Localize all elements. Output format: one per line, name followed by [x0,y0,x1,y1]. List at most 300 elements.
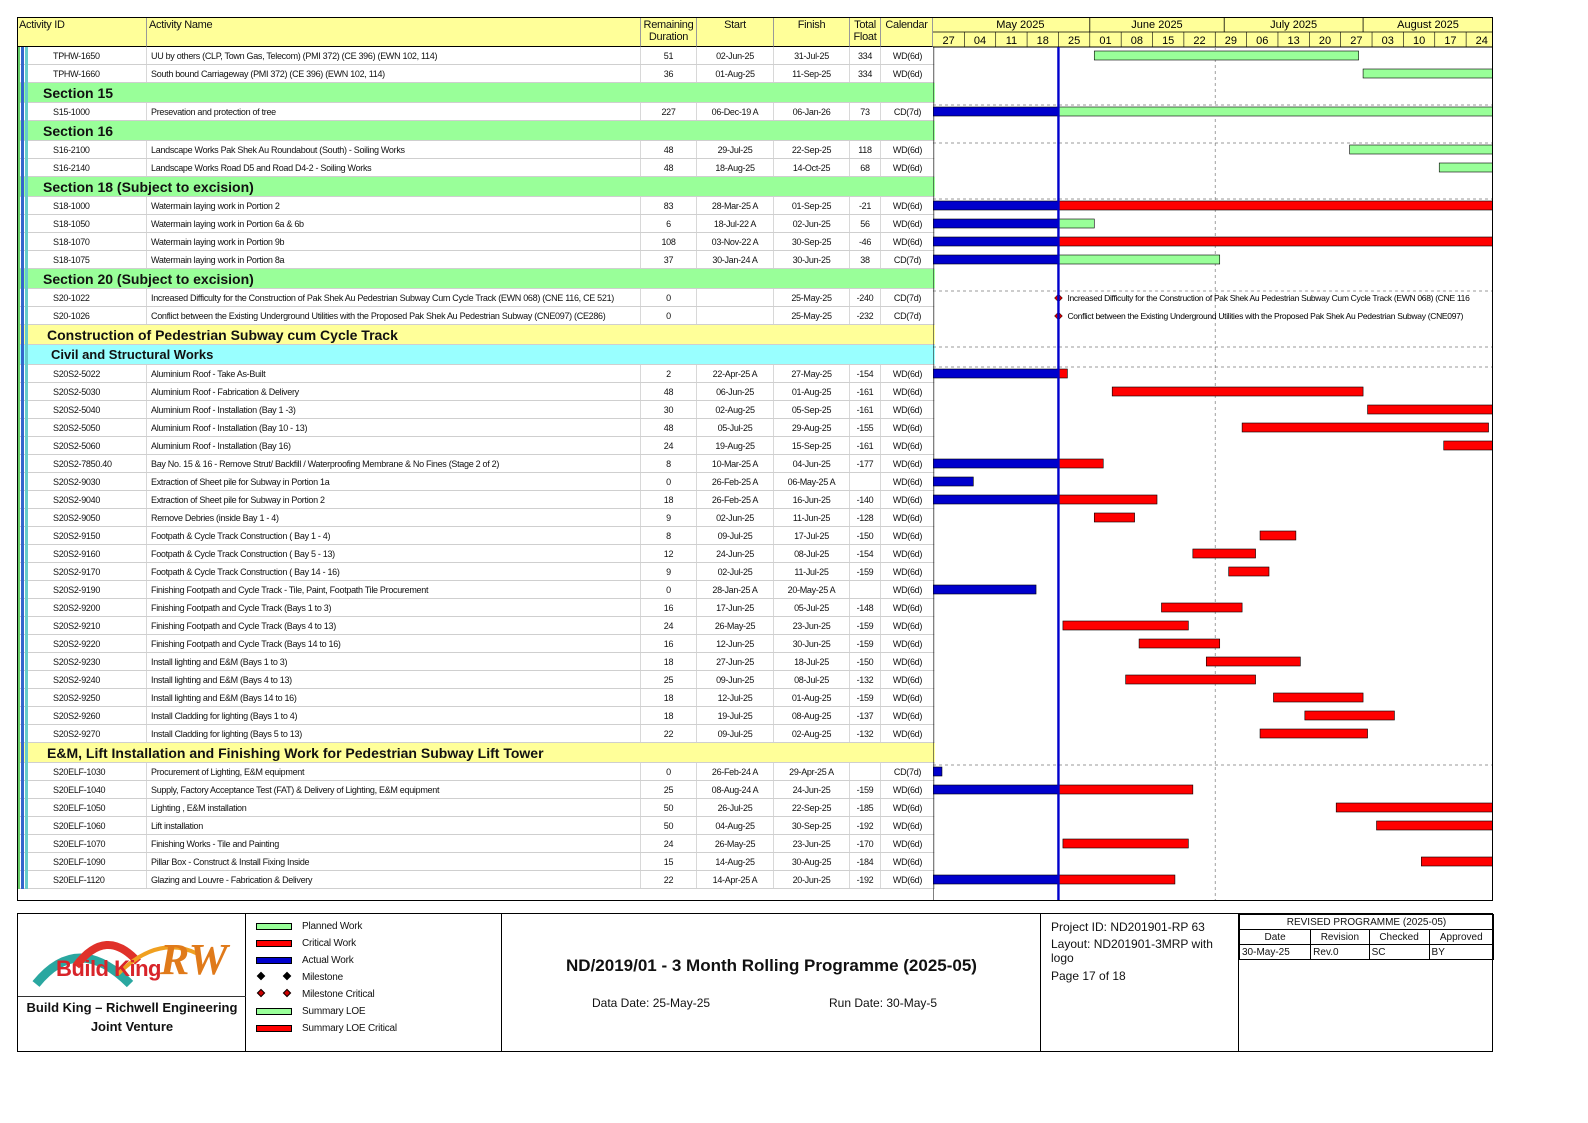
table-row[interactable] [17,853,935,871]
activity-name: Footpath & Cycle Track Construction ( Bay 14 - 16) [147,563,641,580]
col-header-activity-id[interactable]: Activity ID [17,17,147,47]
table-row[interactable] [17,141,935,159]
remaining-duration: 24 [641,835,697,852]
activity-name: Finishing Footpath and Cycle Track (Bays 1 to 3) [147,599,641,616]
finish-date: 29-Apr-25 A [774,763,850,780]
project-id: Project ID: ND201901-RP 63 [1051,920,1205,934]
week-label: 22 [1193,35,1206,47]
remaining-duration: 51 [641,47,697,64]
gantt-bar-actual [933,459,1058,468]
total-float: -192 [850,817,881,834]
calendar: WD(6d) [881,635,935,652]
total-float: 73 [850,103,881,120]
gantt-bar-actual [933,477,973,486]
week-label: 06 [1256,35,1269,47]
calendar: WD(6d) [881,671,935,688]
week-label: 17 [1444,35,1457,47]
total-float [850,473,881,490]
total-float: -128 [850,509,881,526]
activity-name: Glazing and Louvre - Fabrication & Delivery [147,871,641,888]
table-row[interactable] [17,47,935,65]
activity-id: S20S2-9190 [17,581,147,598]
finish-date: 11-Sep-25 [774,65,850,82]
gantt-bar-critical [1206,657,1300,666]
remaining-duration: 0 [641,307,697,324]
start-date: 17-Jun-25 [697,599,774,616]
revision-title: REVISED PROGRAMME (2025-05) [1240,915,1494,930]
legend-label: Milestone Critical [302,988,375,1000]
col-header-activity-name[interactable]: Activity Name [147,17,641,47]
revision-table [1239,914,1494,960]
table-row[interactable] [17,581,935,599]
calendar: WD(6d) [881,159,935,176]
table-row[interactable] [17,763,935,781]
activity-id: TPHW-1660 [17,65,147,82]
week-label: 11 [1005,35,1018,47]
table-row[interactable] [17,635,935,653]
start-date: 30-Jan-24 A [697,251,774,268]
finish-date: 17-Jul-25 [774,527,850,544]
calendar: WD(6d) [881,491,935,508]
activity-id: S20S2-9040 [17,491,147,508]
finish-date: 25-May-25 [774,289,850,306]
total-float: -170 [850,835,881,852]
gantt-bar-critical [1421,857,1493,866]
legend-label: Summary LOE [302,1005,366,1017]
calendar: WD(6d) [881,365,935,382]
gantt-bar-planned [1058,107,1493,116]
remaining-duration: 15 [641,853,697,870]
total-float: -132 [850,671,881,688]
activity-id: S20S2-9150 [17,527,147,544]
wbs-group-band [17,325,935,345]
finish-date: 11-Jun-25 [774,509,850,526]
table-row[interactable] [17,509,935,527]
gantt-bar-actual [933,875,1058,884]
logo-caption-line1: Build King – Richwell Engineering [26,1000,238,1015]
week-label: 20 [1318,35,1332,47]
table-row[interactable] [17,65,935,83]
total-float: -240 [850,289,881,306]
calendar: WD(6d) [881,653,935,670]
finish-date: 05-Sep-25 [774,401,850,418]
gantt-bar-critical [1377,821,1493,830]
week-label: 25 [1067,35,1081,47]
finish-date: 22-Sep-25 [774,799,850,816]
activity-id: S20ELF-1070 [17,835,147,852]
total-float [850,763,881,780]
remaining-duration: 48 [641,141,697,158]
remaining-duration: 18 [641,689,697,706]
wbs-group-band [17,743,935,763]
finish-date: 30-Sep-25 [774,233,850,250]
finish-date: 01-Aug-25 [774,383,850,400]
total-float: -185 [850,799,881,816]
activity-id: S20S2-5022 [17,365,147,382]
remaining-duration: 50 [641,799,697,816]
project-info [1041,914,1239,1051]
revision-header-cell: Date [1240,930,1311,945]
section-label: Civil and Structural Works [51,347,214,362]
remaining-duration: 18 [641,707,697,724]
total-float: -159 [850,563,881,580]
finish-date: 25-May-25 [774,307,850,324]
month-label: May 2025 [996,19,1045,31]
finish-date: 22-Sep-25 [774,141,850,158]
table-row[interactable] [17,871,935,889]
calendar: WD(6d) [881,455,935,472]
finish-date: 23-Jun-25 [774,835,850,852]
logo-brand-text: Build King [56,956,161,981]
month-label: August 2025 [1397,19,1459,31]
revision-header-cell: Checked [1369,930,1429,945]
total-float: -137 [850,707,881,724]
remaining-duration: 24 [641,617,697,634]
calendar: WD(6d) [881,871,935,888]
total-float: -159 [850,689,881,706]
remaining-duration: 0 [641,289,697,306]
activity-name: Footpath & Cycle Track Construction ( Bay 1 - 4) [147,527,641,544]
start-date: 26-Feb-25 A [697,491,774,508]
start-date: 14-Aug-25 [697,853,774,870]
activity-name: Install lighting and E&M (Bays 1 to 3) [147,653,641,670]
calendar: WD(6d) [881,419,935,436]
activity-id: S18-1075 [17,251,147,268]
activity-id: S20S2-9160 [17,545,147,562]
start-date: 18-Aug-25 [697,159,774,176]
remaining-duration: 6 [641,215,697,232]
finish-date: 23-Jun-25 [774,617,850,634]
activity-name: Watermain laying work in Portion 8a [147,251,641,268]
gantt-bar-critical [1161,603,1242,612]
activity-id: S20ELF-1050 [17,799,147,816]
start-date: 06-Dec-19 A [697,103,774,120]
start-date: 12-Jul-25 [697,689,774,706]
gantt-bar-critical [1242,423,1488,432]
start-date: 02-Jun-25 [697,47,774,64]
calendar: WD(6d) [881,509,935,526]
remaining-duration: 30 [641,401,697,418]
start-date: 10-Mar-25 A [697,455,774,472]
activity-name: Extraction of Sheet pile for Subway in Portion 1a [147,473,641,490]
table-row[interactable] [17,527,935,545]
calendar: WD(6d) [881,473,935,490]
legend-label: Summary LOE Critical [302,1022,397,1034]
finish-date: 20-Jun-25 [774,871,850,888]
calendar: WD(6d) [881,799,935,816]
finish-date: 06-Jan-26 [774,103,850,120]
total-float: 56 [850,215,881,232]
start-date: 02-Jun-25 [697,509,774,526]
activity-name: Aluminium Roof - Installation (Bay 10 - 13) [147,419,641,436]
remaining-duration: 0 [641,473,697,490]
table-row[interactable] [17,419,935,437]
start-date: 09-Jul-25 [697,725,774,742]
table-row[interactable] [17,781,935,799]
activity-name: Presevation and protection of tree [147,103,641,120]
activity-name: Aluminium Roof - Fabrication & Delivery [147,383,641,400]
remaining-duration: 37 [641,251,697,268]
activity-id: S15-1000 [17,103,147,120]
legend-item [256,919,362,933]
run-date: Run Date: 30-May-5 [829,996,938,1010]
activity-name: Pillar Box - Construct & Install Fixing Inside [147,853,641,870]
legend [246,914,502,1051]
activity-id: S18-1070 [17,233,147,250]
section-label: Construction of Pedestrian Subway cum Cycle Track [47,326,398,343]
total-float: -192 [850,871,881,888]
gantt-bar-critical [1058,201,1493,210]
total-float: -159 [850,635,881,652]
start-date: 22-Apr-25 A [697,365,774,382]
activity-id: S20S2-7850.40 [17,455,147,472]
finish-date: 08-Jul-25 [774,545,850,562]
gantt-bar-critical [1058,369,1067,378]
calendar: WD(6d) [881,563,935,580]
gantt-bar-actual [933,107,1058,116]
table-row[interactable] [17,233,935,251]
footer [17,913,1493,1052]
activity-id: S20S2-9230 [17,653,147,670]
activity-name: Supply, Factory Acceptance Test (FAT) & Delivery of Lighting, E&M equipment [147,781,641,798]
activity-name: Finishing Footpath and Cycle Track - Tile, Paint, Footpath Tile Procurement [147,581,641,598]
diamond-icon [257,972,265,980]
activity-id: S20S2-9200 [17,599,147,616]
activity-id: S20S2-5030 [17,383,147,400]
wbs-group-band [17,345,935,365]
start-date: 09-Jul-25 [697,527,774,544]
critical-swatch [256,940,292,947]
table-row[interactable] [17,365,935,383]
table-row[interactable] [17,563,935,581]
finish-date: 29-Aug-25 [774,419,850,436]
gantt-bar-critical [1058,495,1157,504]
table-row[interactable] [17,251,935,269]
finish-date: 06-May-25 A [774,473,850,490]
milestone-label: Increased Difficulty for the Construction of Pak Shek Au Pedestrian Subway Cum Cycle Track (EWN 068) (CNE 116 [1067,293,1470,303]
col-header-calendar[interactable]: Calendar [881,17,933,47]
start-date: 26-May-25 [697,617,774,634]
logo-rw-mark: RW [160,935,228,984]
activity-id: S20S2-5040 [17,401,147,418]
calendar: WD(6d) [881,141,935,158]
table-row[interactable] [17,383,935,401]
section-band [17,121,935,141]
finish-date: 02-Aug-25 [774,725,850,742]
table-row[interactable] [17,671,935,689]
total-float: -159 [850,781,881,798]
finish-date: 30-Jun-25 [774,251,850,268]
table-row[interactable] [17,835,935,853]
total-float: 118 [850,141,881,158]
milestone-symbol [256,972,292,982]
gantt-bar-actual [933,255,1058,264]
table-row[interactable] [17,197,935,215]
activity-id: S16-2100 [17,141,147,158]
activity-id: S20S2-9220 [17,635,147,652]
start-date: 27-Jun-25 [697,653,774,670]
diamond-icon [257,989,265,997]
start-date: 01-Aug-25 [697,65,774,82]
activity-name: Install lighting and E&M (Bays 4 to 13) [147,671,641,688]
legend-item [256,936,356,950]
data-date: Data Date: 25-May-25 [592,996,711,1010]
activity-name: Extraction of Sheet pile for Subway in Portion 2 [147,491,641,508]
calendar: WD(6d) [881,581,935,598]
remaining-duration: 108 [641,233,697,250]
table-row[interactable] [17,307,935,325]
week-label: 04 [973,35,987,47]
month-label: July 2025 [1270,19,1318,31]
total-float: -177 [850,455,881,472]
week-label: 27 [1350,35,1363,47]
section-band [17,269,935,289]
activity-name: Increased Difficulty for the Construction of Pak Shek Au Pedestrian Subway Cum Cycle Track (EWN 068) (CNE 116, CE 521) [147,289,641,306]
start-date: 18-Jul-22 A [697,215,774,232]
finish-date: 08-Jul-25 [774,671,850,688]
remaining-duration: 36 [641,65,697,82]
table-row[interactable] [17,653,935,671]
table-row[interactable] [17,455,935,473]
calendar: WD(6d) [881,233,935,250]
legend-item [256,987,375,1001]
section-label: E&M, Lift Installation and Finishing Work for Pedestrian Subway Lift Tower [47,744,544,761]
col-header-remaining-duration[interactable]: Remaining Duration [641,17,697,47]
start-date: 28-Mar-25 A [697,197,774,214]
activity-name: Install Cladding for lighting (Bays 1 to 4) [147,707,641,724]
start-date: 28-Jan-25 A [697,581,774,598]
table-row[interactable] [17,725,935,743]
remaining-duration: 0 [641,763,697,780]
activity-id: S20ELF-1090 [17,853,147,870]
wbs-indent-bar [17,47,20,889]
table-row[interactable] [17,473,935,491]
activity-name: Aluminium Roof - Take As-Built [147,365,641,382]
gantt-bar-actual [933,201,1058,210]
total-float: -46 [850,233,881,250]
week-label: 18 [1036,35,1049,47]
total-float: -161 [850,383,881,400]
diamond-icon [283,989,291,997]
table-row[interactable] [17,707,935,725]
total-float: -161 [850,401,881,418]
remaining-duration: 8 [641,455,697,472]
start-date: 26-May-25 [697,835,774,852]
calendar: WD(6d) [881,545,935,562]
total-float: -154 [850,365,881,382]
week-label: 10 [1412,35,1426,47]
week-label: 24 [1475,35,1488,47]
start-date: 29-Jul-25 [697,141,774,158]
activity-name: Install lighting and E&M (Bays 14 to 16) [147,689,641,706]
activity-name: Watermain laying work in Portion 9b [147,233,641,250]
table-row[interactable] [17,617,935,635]
gantt-bar-critical [1336,803,1493,812]
gantt-bar-actual [933,585,1036,594]
activity-name: Watermain laying work in Portion 6a & 6b [147,215,641,232]
planned-swatch [256,923,292,930]
calendar: CD(7d) [881,103,935,120]
activity-id: S20S2-9240 [17,671,147,688]
total-float: -148 [850,599,881,616]
gantt-bar-planned [1363,69,1493,78]
legend-label: Critical Work [302,937,356,949]
start-date: 26-Jul-25 [697,799,774,816]
total-float: 68 [850,159,881,176]
remaining-duration: 22 [641,725,697,742]
remaining-duration: 16 [641,635,697,652]
total-float: -140 [850,491,881,508]
section-label: Section 16 [43,122,114,139]
gantt-bar-critical [1126,675,1256,684]
remaining-duration: 83 [641,197,697,214]
activity-name: Install Cladding for lighting (Bays 5 to 13) [147,725,641,742]
table-row[interactable] [17,401,935,419]
gantt-bar-critical [1112,387,1363,396]
table-row[interactable] [17,491,935,509]
finish-date: 08-Aug-25 [774,707,850,724]
gantt-bar-critical [1273,693,1363,702]
table-row[interactable] [17,599,935,617]
activity-name: Landscape Works Pak Shek Au Roundabout (South) - Soiling Works [147,141,641,158]
gantt-bar-actual [933,219,1058,228]
gantt-bar-planned [1439,163,1493,172]
total-float: 334 [850,65,881,82]
activity-id: S18-1050 [17,215,147,232]
finish-date: 04-Jun-25 [774,455,850,472]
activity-name: Aluminium Roof - Installation (Bay 1 -3) [147,401,641,418]
table-row[interactable] [17,215,935,233]
col-header-total-float[interactable]: Total Float [850,17,881,47]
start-date: 14-Apr-25 A [697,871,774,888]
revision-header-cell: Approved [1429,930,1493,945]
gantt-bar-critical [1193,549,1256,558]
section-label: Section 20 (Subject to excision) [43,270,254,287]
revision-cell: 30-May-25 [1240,945,1311,960]
table-row[interactable] [17,103,935,121]
activity-id: TPHW-1650 [17,47,147,64]
gantt-bar-critical [1229,567,1269,576]
calendar: WD(6d) [881,725,935,742]
table-row[interactable] [17,289,935,307]
gantt-bar-critical [1368,405,1493,414]
col-header-start[interactable]: Start [697,17,774,47]
table-row[interactable] [17,817,935,835]
activity-id: S16-2140 [17,159,147,176]
table-row[interactable] [17,437,935,455]
table-row[interactable] [17,689,935,707]
activity-id: S20S2-9170 [17,563,147,580]
table-row[interactable] [17,159,935,177]
total-float: -159 [850,617,881,634]
table-row[interactable] [17,799,935,817]
table-row[interactable] [17,545,935,563]
start-date: 19-Jul-25 [697,707,774,724]
calendar: WD(6d) [881,65,935,82]
remaining-duration: 48 [641,419,697,436]
finish-date: 30-Jun-25 [774,635,850,652]
gantt-bar-actual [933,237,1058,246]
remaining-duration: 25 [641,671,697,688]
activity-name: Conflict between the Existing Underground Utilities with the Proposed Pak Shek Au Pedestrian Subway (CNE097) (CE286) [147,307,641,324]
activity-id: S20S2-9210 [17,617,147,634]
activity-id: S20ELF-1040 [17,781,147,798]
start-date: 04-Aug-25 [697,817,774,834]
gantt-bar-planned [1350,145,1493,154]
gantt-bar-critical [1058,459,1103,468]
finish-date: 01-Aug-25 [774,689,850,706]
col-header-finish[interactable]: Finish [774,17,850,47]
